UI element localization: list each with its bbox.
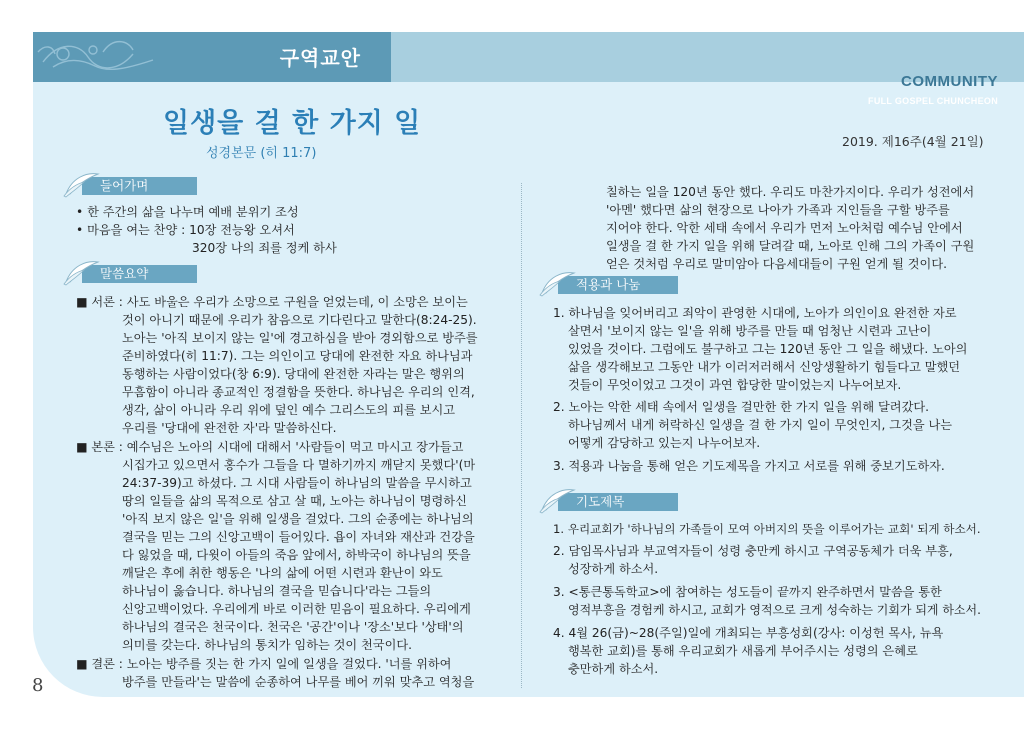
heading-intro <box>62 174 197 196</box>
scripture-reference: 성경본문 (히 11:7) <box>206 146 317 161</box>
lesson-date: 2019. 제16주(4월 21일) <box>842 134 984 149</box>
lesson-title: 일생을 걸 한 가지 일 <box>163 108 422 139</box>
heading-prayer <box>538 490 678 512</box>
heading-summary <box>62 262 197 284</box>
section-tab <box>33 32 391 82</box>
conclusion-line: 얻은 것처럼 우리로 말미암아 다음세대들이 구원 얻게 될 것이다. <box>606 257 947 271</box>
heading-application <box>538 273 678 295</box>
prayer-line: 4. 4월 26(금)~28(주일)일에 개최되는 부흥성회(강사: 이성헌 목사, 뉴욕 <box>553 626 944 640</box>
summary-line: 땅의 일들을 삶의 목적으로 삼고 살 때, 노아는 하나님이 명령하신 <box>122 494 467 508</box>
conclusion-line: 칠하는 일을 120년 동안 했다. 우리도 마찬가지이다. 우리가 성전에서 <box>606 185 975 199</box>
prayer-line: 행복한 교회)를 통해 우리교회가 새롭게 부어주시는 성령의 은혜로 <box>568 644 918 658</box>
prayer-line: 3. <통큰통독학교>에 참여하는 성도들이 끝까지 완주하면서 말씀을 통한 <box>553 585 942 599</box>
conclusion-line: 지어야 한다. 악한 세태 속에서 우리가 먼저 노아처럼 예수님 안에서 <box>606 221 963 235</box>
prayer-line: 영적부흥을 경험케 하시고, 교회가 영적으로 크게 성숙하는 기회가 되게 하소서. <box>568 603 981 617</box>
prayer-line: 충만하게 하소서. <box>568 662 659 676</box>
column-divider <box>521 183 522 688</box>
church-name: FULL GOSPEL CHUNCHEON <box>868 96 998 106</box>
summary-line: 것이 아니기 때문에 우리가 참음으로 기다린다고 말한다(8:24-25). <box>122 313 477 327</box>
prayer-line: 성장하게 하소서. <box>568 562 659 576</box>
summary-line: 결국을 믿는 그의 신앙고백이 들어있다. 욥이 자녀와 재산과 건강을 <box>122 530 475 544</box>
summary-line: 시집가고 있으면서 홍수가 그들을 다 멸하기까지 깨닫지 못했다'(마 <box>122 458 476 472</box>
summary-line: 하나님이 옳습니다. 하나님의 결국을 믿습니다'라는 그들의 <box>122 584 432 598</box>
summary-line: 노아는 '아직 보이지 않는 일'에 경고하심을 받아 경외함으로 방주를 <box>122 331 478 345</box>
summary-line: 24:37-39)고 하셨다. 그 시대 사람들이 하나님의 말씀을 무시하고 <box>122 476 472 490</box>
conclusion-line: 일생을 걸 한 가지 일을 위해 달려갈 때, 노아로 인해 그의 가족이 구원 <box>606 239 975 253</box>
application-line: 있었을 것이다. 그럼에도 불구하고 그는 120년 동안 그 일을 해냈다. 노아의 <box>568 342 968 356</box>
summary-line: ■ 본론 : 예수님은 노아의 시대에 대해서 '사람들이 먹고 마시고 장가들고 <box>76 440 464 454</box>
conclusion-line: '아멘' 했다면 삶의 현장으로 나아가 가족과 지인들을 구할 방주를 <box>606 203 950 217</box>
leaf-icon <box>62 256 102 288</box>
page-number: 8 <box>32 675 44 696</box>
application-line: 1. 하나님을 잊어버리고 죄악이 관영한 시대에, 노아가 의인이요 완전한 자로 <box>553 306 957 320</box>
summary-line: 준비하였다(히 11:7). 그는 의인이고 당대에 완전한 자요 하나님과 <box>122 349 473 363</box>
summary-line: 동행하는 사람이었다(창 6:9). 당대에 완전한 자라는 말은 행위의 <box>122 367 465 381</box>
leaf-icon <box>538 484 578 516</box>
application-line: 살면서 '보이지 않는 일'을 위해 방주를 만들 때 엄청난 시련과 고난이 <box>568 324 932 338</box>
application-line: 삶을 생각해보고 그동안 내가 이러저러해서 신앙생활하기 힘들다고 말했던 <box>568 360 961 374</box>
summary-line: ■ 결론 : 노아는 방주를 짓는 한 가지 일에 일생을 걸었다. '너를 위하여 <box>76 657 452 671</box>
summary-line: 우리를 '당대에 완전한 자'라 말씀하신다. <box>122 421 337 435</box>
leaf-icon <box>538 267 578 299</box>
intro-line: • 한 주간의 삶을 나누며 예배 분위기 조성 <box>76 205 299 219</box>
summary-line: 다 잃었을 때, 다윗이 아들의 죽음 앞에서, 하박국이 하나님의 뜻을 <box>122 548 471 562</box>
community-label: COMMUNITY <box>901 73 998 90</box>
summary-line: 생각, 삶이 아니라 우리 위에 덮인 예수 그리스도의 피를 보시고 <box>122 403 456 417</box>
application-line: 3. 적용과 나눔을 통해 얻은 기도제목을 가지고 서로를 위해 중보기도하자. <box>553 459 945 473</box>
heading-prayer-label: 기도제목 <box>558 493 678 511</box>
summary-line: 신앙고백이었다. 우리에게 바로 이러한 믿음이 필요하다. 우리에게 <box>122 602 471 616</box>
intro-line: 320장 나의 죄를 정케 하사 <box>192 241 337 255</box>
summary-line: ■ 서론 : 사도 바울은 우리가 소망으로 구원을 얻었는데, 이 소망은 보이는 <box>76 295 468 309</box>
swirl-ornament-icon <box>33 32 233 82</box>
leaf-icon <box>62 168 102 200</box>
heading-summary-label: 말씀요약 <box>82 265 197 283</box>
application-line: 어떻게 감당하고 있는지 나누어보자. <box>568 436 761 450</box>
section-title: 구역교안 <box>279 46 361 70</box>
summary-line: 깨달은 후에 취한 행동은 '나의 삶에 어떤 시련과 환난이 와도 <box>122 566 443 580</box>
intro-line: • 마음을 여는 찬양 : 10장 전능왕 오셔서 <box>76 223 295 237</box>
prayer-line: 1. 우리교회가 '하나님의 가족들이 모여 아버지의 뜻을 이루어가는 교회' 되게 하소서. <box>553 522 981 536</box>
summary-line: 의미를 갖는다. 하나님의 통치가 임하는 것이 천국이다. <box>122 638 413 652</box>
application-line: 하나님께서 내게 허락하신 일생을 걸 한 가지 일이 무엇인지, 그것을 나는 <box>568 418 953 432</box>
heading-application-label: 적용과 나눔 <box>558 276 678 294</box>
prayer-line: 2. 담임목사님과 부교역자들이 성령 충만케 하시고 구역공동체가 더욱 부흥, <box>553 544 953 558</box>
summary-line: '아직 보지 않은 일'을 위해 일생을 걸었다. 그의 순종에는 하나님의 <box>122 512 474 526</box>
summary-line: 무흠함이 아니라 종교적인 정결함을 뜻한다. 하나님은 우리의 인격, <box>122 385 475 399</box>
application-line: 2. 노아는 악한 세태 속에서 일생을 걸만한 한 가지 일을 위해 달려갔다. <box>553 400 929 414</box>
heading-intro-label: 들어가며 <box>82 177 197 195</box>
summary-line: 방주를 만들라'는 말씀에 순종하여 나무를 베어 끼워 맞추고 역청을 <box>122 675 475 689</box>
application-line: 것들이 무엇이었고 그것이 과연 합당한 말이었는지 나누어보자. <box>568 378 902 392</box>
summary-line: 하나님의 결국은 천국이다. 천국은 '공간'이나 '장소'보다 '상태'의 <box>122 620 464 634</box>
